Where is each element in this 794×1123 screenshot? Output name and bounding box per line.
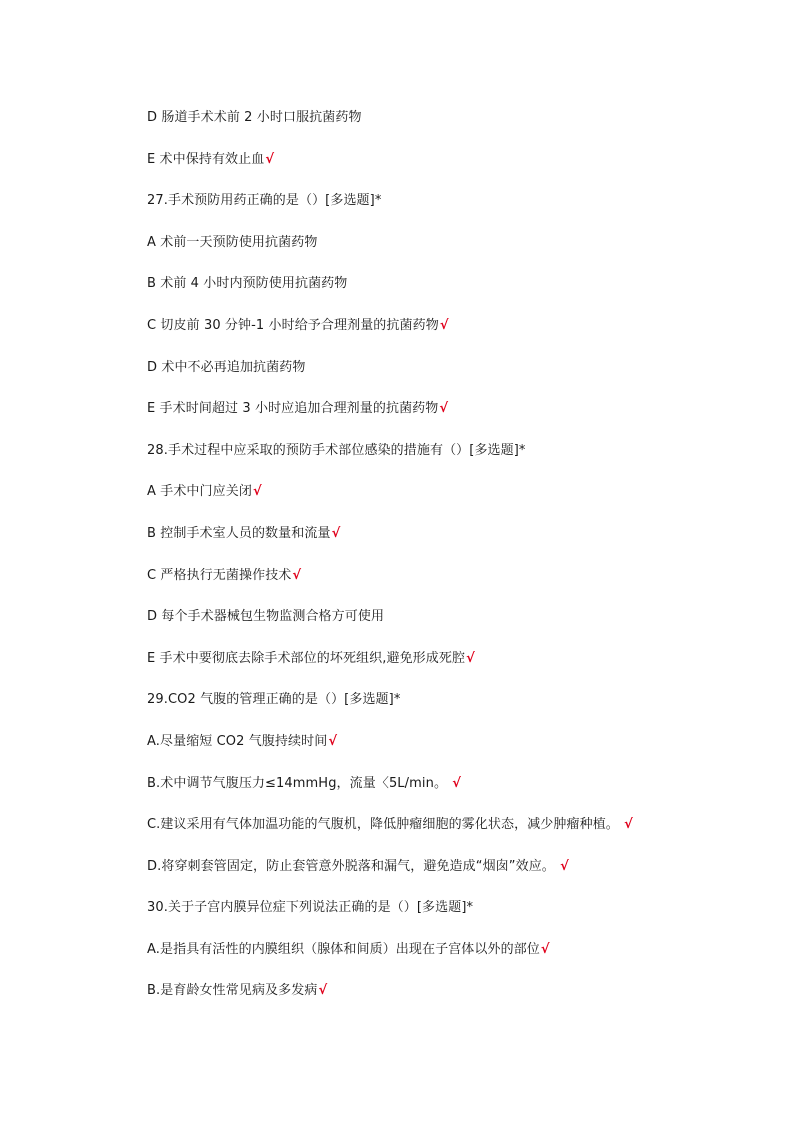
question-title: 27.手术预防用药正确的是（）[多选题]* — [147, 193, 382, 209]
check-mark-icon: √ — [328, 733, 338, 749]
check-mark-icon: √ — [252, 484, 262, 500]
check-mark-icon: √ — [560, 858, 569, 874]
answer-option: D.将穿刺套管固定，防止套管意外脱落和漏气，避免造成“烟囱”效应。 √ — [147, 858, 569, 874]
answer-option: C.建议采用有气体加温功能的气腹机，降低肿瘤细胞的雾化状态，减少肿瘤种植。 √ — [147, 817, 633, 833]
answer-option: D 肠道手术术前 2 小时口服抗菌药物 — [147, 110, 362, 125]
check-mark-icon: √ — [318, 983, 328, 999]
check-mark-icon: √ — [331, 525, 341, 541]
question-title: 29.CO2 气腹的管理正确的是（）[多选题]* — [147, 692, 401, 708]
check-mark-icon: √ — [540, 941, 550, 957]
answer-option: E 手术中要彻底去除手术部位的坏死组织,避免形成死腔√ — [147, 650, 475, 666]
check-mark-icon: √ — [624, 817, 633, 833]
answer-option: C 切皮前 30 分钟-1 小时给予合理剂量的抗菌药物√ — [147, 317, 449, 333]
check-mark-icon: √ — [265, 151, 275, 167]
check-mark-icon: √ — [466, 650, 475, 666]
document-page — [147, 106, 767, 1021]
answer-option: A 手术中门应关闭√ — [147, 484, 262, 500]
answer-option: B.是育龄女性常见病及多发病√ — [147, 983, 328, 999]
check-mark-icon: √ — [439, 317, 449, 333]
answer-option: D 每个手术器械包生物监测合格方可使用 — [147, 609, 385, 625]
answer-option: B.术中调节气腹压力≤14mmHg，流量〈5L/min。 √ — [147, 775, 462, 791]
answer-option: D 术中不必再追加抗菌药物 — [147, 359, 306, 375]
answer-option: E 手术时间超过 3 小时应追加合理剂量的抗菌药物√ — [147, 401, 449, 417]
answer-option: A.是指具有活性的内膜组织（腺体和间质）出现在子宫体以外的部位√ — [147, 941, 550, 957]
answer-option: E 术中保持有效止血√ — [147, 151, 275, 167]
question-title: 28.手术过程中应采取的预防手术部位感染的措施有（）[多选题]* — [147, 442, 526, 458]
check-mark-icon: √ — [292, 567, 302, 583]
answer-option: A 术前一天预防使用抗菌药物 — [147, 234, 318, 250]
answer-option: B 控制手术室人员的数量和流量√ — [147, 525, 341, 541]
question-title: 30.关于子宫内膜异位症下列说法正确的是（）[多选题]* — [147, 900, 474, 916]
answer-option: C 严格执行无菌操作技术√ — [147, 567, 302, 583]
answer-option: A.尽量缩短 CO2 气腹持续时间√ — [147, 733, 338, 749]
check-mark-icon: √ — [452, 775, 462, 791]
answer-option: B 术前 4 小时内预防使用抗菌药物 — [147, 276, 348, 292]
check-mark-icon: √ — [439, 401, 449, 417]
